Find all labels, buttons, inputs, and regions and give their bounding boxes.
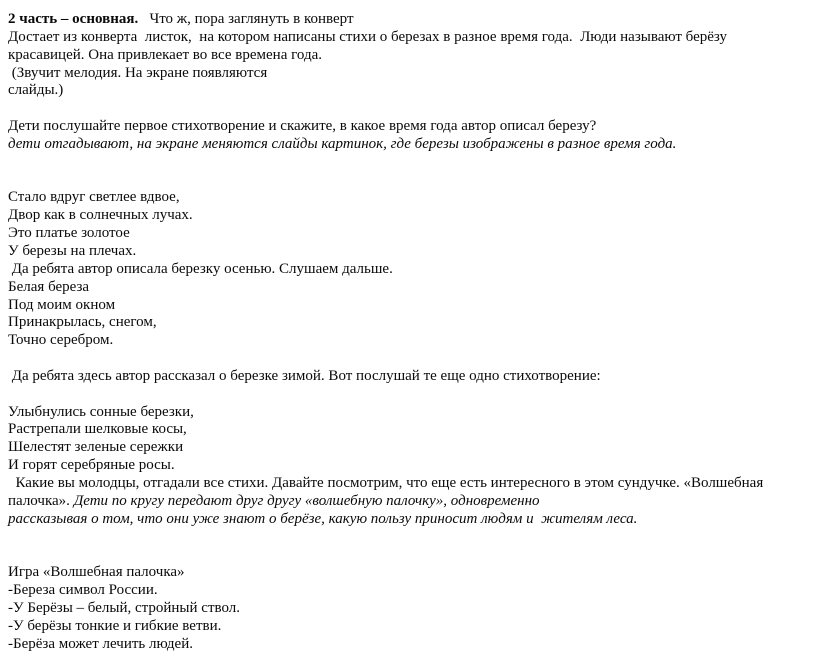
body-text: красавицей. Она привлекает во все времена года. (8, 46, 322, 63)
body-text: -Береза символ России. (8, 582, 158, 598)
text-line (8, 82, 806, 100)
blank-line (8, 546, 806, 564)
italic-text: дети отгадывают, на экране меняются слайды картинок, где березы изображены в разное время года. (8, 135, 677, 152)
text-line (8, 118, 806, 136)
body-text: Точно серебром. (8, 332, 114, 349)
italic-text: Дети по кругу передают друг другу «волшебную палочку», одновременно (73, 492, 540, 509)
text-line (8, 475, 806, 493)
text-line (8, 189, 806, 207)
text-line (8, 297, 806, 315)
body-text: Игра «Волшебная палочка» (8, 564, 185, 581)
text-line (8, 243, 806, 261)
body-text: Это платье золотое (8, 225, 130, 242)
body-text: Двор как в солнечных лучах. (8, 207, 193, 224)
body-text: И горят серебряные росы. (8, 457, 175, 474)
body-text: Под моим окном (8, 296, 116, 313)
text-line (8, 314, 806, 332)
text-line (8, 207, 806, 225)
text-line (8, 332, 806, 350)
body-text: Стало вдруг светлее вдвое, (8, 189, 180, 206)
text-line (8, 439, 806, 457)
text-line (8, 511, 806, 529)
body-text: -У Берёзы – белый, стройный ствол. (8, 599, 241, 616)
body-text: Улыбнулись сонные березки, (8, 403, 194, 420)
text-line (8, 457, 806, 475)
text-line (8, 618, 806, 636)
blank-line (8, 386, 806, 404)
text-line (8, 636, 806, 653)
text-line (8, 136, 806, 154)
text-line (8, 47, 806, 65)
text-line (8, 11, 806, 29)
body-text: Дети послушайте первое стихотворение и скажите, в какое время года автор описал березу? (8, 118, 597, 135)
text-line (8, 493, 806, 511)
body-text: (Звучит мелодия. На экране появляются (8, 64, 268, 81)
body-text: Белая береза (8, 278, 90, 295)
text-line (8, 368, 806, 386)
body-text: Что ж, пора заглянуть в конверт (138, 11, 354, 27)
body-text: -У берёзы тонкие и гибкие ветви. (8, 617, 222, 634)
text-line (8, 404, 806, 422)
text-line (8, 279, 806, 297)
text-line (8, 564, 806, 582)
body-text: Принакрылась, снегом, (8, 314, 157, 331)
blank-line (8, 528, 806, 546)
blank-line (8, 100, 806, 118)
text-line (8, 600, 806, 618)
body-text: Достает из конверта листок, на котором написаны стихи о березах в разное время года. Люди называют берёзу (8, 28, 728, 45)
body-text: У березы на плечах. (8, 242, 137, 259)
text-line (8, 421, 806, 439)
body-text: Да ребята автор описала березку осенью. Слушаем дальше. (8, 260, 393, 277)
body-text: палочка». (8, 492, 74, 509)
body-text: слайды.) (8, 82, 64, 99)
blank-line (8, 172, 806, 190)
italic-text: рассказывая о том, что они уже знают о берёзе, какую пользу приносит людям и жителям леса. (8, 510, 638, 527)
body-text: Да ребята здесь автор рассказал о березке зимой. Вот послушай те еще одно стихотворение: (8, 367, 601, 384)
bold-text: 2 часть – основная. (8, 11, 139, 27)
body-text: Какие вы молодцы, отгадали все стихи. Давайте посмотрим, что еще есть интересного в этом сундучке. «Волшебная (8, 474, 764, 491)
blank-line (8, 154, 806, 172)
text-line (8, 29, 806, 47)
text-line (8, 225, 806, 243)
text-line (8, 582, 806, 600)
text-line (8, 261, 806, 279)
body-text: -Берёза может лечить людей. (8, 635, 193, 652)
blank-line (8, 350, 806, 368)
text-line (8, 65, 806, 83)
body-text: Растрепали шелковые косы, (8, 421, 187, 438)
body-text: Шелестят зеленые сережки (8, 439, 184, 456)
